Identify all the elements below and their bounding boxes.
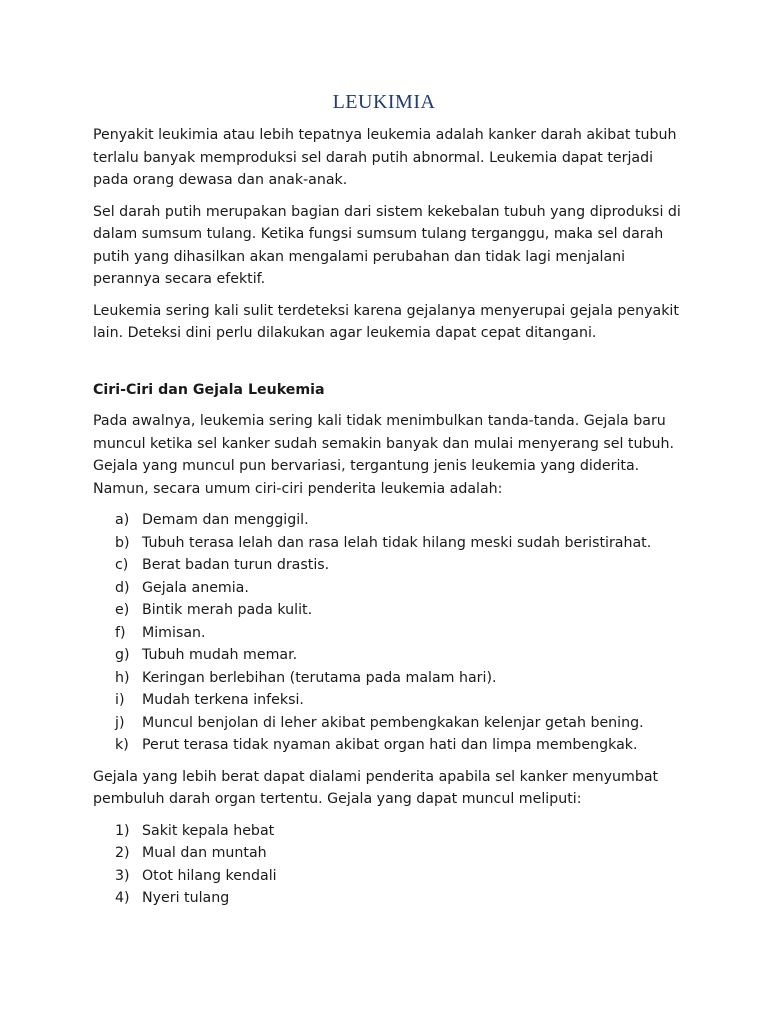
intro-paragraph: Penyakit leukimia atau lebih tepatnya leukemia adalah kanker darah akibat tubuh terlalu banyak memproduksi sel darah putih abnormal. Leukemia dapat terjadi pada orang dewasa dan anak-anak. [93,127,677,188]
detection-paragraph: Leukemia sering kali sulit terdeteksi karena gejalanya menyerupai gejala penyakit lain. Deteksi dini perlu dilakukan agar leukemia dapat cepat ditangani. [93,302,679,341]
list-item-text: Mimisan. [142,624,206,641]
list-item-text: Perut terasa tidak nyaman akibat organ hati dan limpa membengkak. [142,737,638,753]
list-marker: c) [115,557,129,573]
list-item [93,577,685,600]
symptoms-list [93,509,685,757]
symptoms-intro-paragraph: Pada awalnya, leukemia sering kali tidak menimbulkan tanda-tanda. Gejala baru muncul ketika sel kanker sudah semakin banyak dan mulai menyerang sel tubuh. Gejala yang muncul pun bervariasi, tergantung jenis leukemia yang diderita. Namun, secara umum ciri-ciri penderita leukemia adalah: [93,413,674,497]
list-marker: 2) [115,845,130,861]
list-item-text: Mual dan muntah [142,845,267,861]
list-marker: k) [115,737,129,753]
list-item [93,865,685,888]
document-title: LEUKIMIA [332,91,436,113]
list-marker: b) [115,534,130,551]
list-item-text: Gejala anemia. [142,579,249,596]
list-item-text: Keringan berlebihan (terutama pada malam hari). [142,669,497,686]
list-item [93,887,685,910]
list-item [93,622,685,645]
list-item-text: Demam dan menggigil. [142,512,309,528]
list-marker: f) [115,624,126,641]
document-body [93,124,685,919]
list-marker: g) [115,647,130,663]
list-marker: a) [115,512,130,528]
list-item [93,509,685,532]
list-marker: d) [115,579,130,596]
list-item [93,644,685,667]
list-item [93,554,685,577]
list-item-text: Bintik merah pada kulit. [142,602,313,618]
list-item [93,689,685,712]
white-blood-cell-paragraph: Sel darah putih merupakan bagian dari sistem kekebalan tubuh yang diproduksi di dalam sumsum tulang. Ketika fungsi sumsum tulang terganggu, maka sel darah putih yang dihasilkan akan mengalami perubahan dan tidak lagi menjalani perannya secara efektif. [93,203,681,287]
list-marker: 3) [115,867,130,884]
severe-symptoms-list [93,820,685,910]
list-marker: 4) [115,890,130,906]
list-item-text: Mudah terkena infeksi. [142,692,304,708]
list-item-text: Muncul benjolan di leher akibat pembengkakan kelenjar getah bening. [142,714,644,731]
list-item [93,820,685,843]
list-item [93,667,685,690]
list-item [93,532,685,555]
list-item-text: Nyeri tulang [142,890,230,906]
list-item [93,842,685,865]
list-item [93,734,685,757]
list-item-text: Sakit kepala hebat [142,822,275,839]
list-item-text: Berat badan turun drastis. [142,557,330,573]
section-heading: Ciri-Ciri dan Gejala Leukemia [93,381,325,398]
list-item-text: Otot hilang kendali [142,867,277,884]
list-marker: h) [115,669,130,686]
list-item-text: Tubuh terasa lelah dan rasa lelah tidak hilang meski sudah beristirahat. [142,534,652,551]
severe-symptoms-intro-paragraph: Gejala yang lebih berat dapat dialami penderita apabila sel kanker menyumbat pembuluh darah organ tertentu. Gejala yang dapat muncul meliputi: [93,768,659,807]
list-item [93,712,685,735]
list-marker: 1) [115,822,130,839]
list-marker: e) [115,602,130,618]
list-item-text: Tubuh mudah memar. [142,647,298,663]
list-marker: j) [115,714,125,731]
list-item [93,599,685,622]
list-marker: i) [115,692,125,708]
